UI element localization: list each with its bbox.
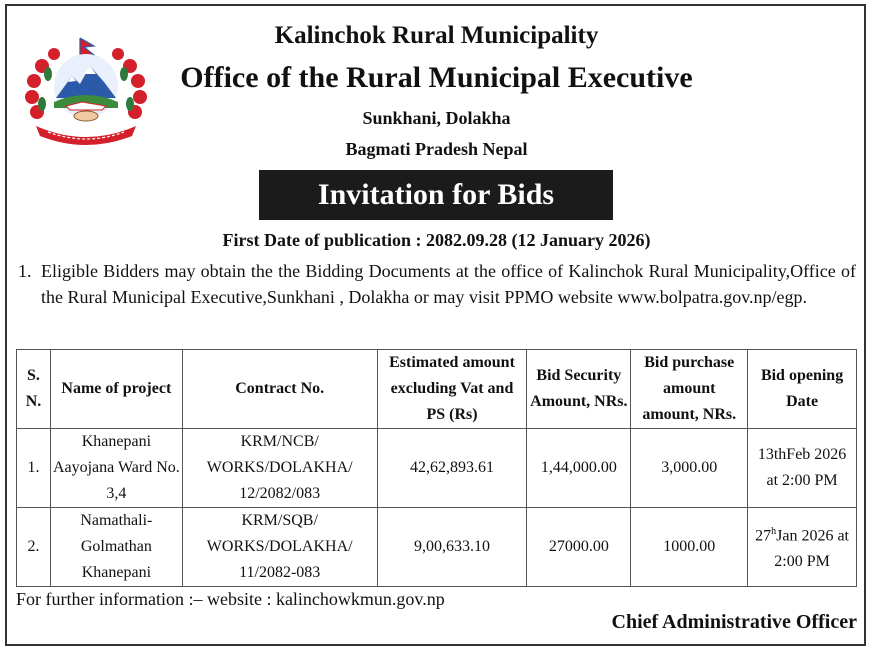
office-name: Office of the Rural Municipal Executive <box>180 61 693 94</box>
location: Sunkhani, Dolakha <box>362 108 511 128</box>
cell-sn: 1. <box>17 429 51 508</box>
paragraph-number: 1. <box>18 261 32 281</box>
cell-estimate: 42,62,893.61 <box>377 429 527 508</box>
cell-sn: 2. <box>17 508 51 587</box>
cell-opening <box>748 508 857 587</box>
cell-opening: 13thFeb 2026 at 2:00 PM <box>748 429 857 508</box>
cell-security: 27000.00 <box>527 508 631 587</box>
title-banner: Invitation for Bids <box>259 170 613 220</box>
opening-day: 27 <box>755 527 772 545</box>
col-header-purchase: Bid purchase amount amount, NRs. <box>631 350 748 429</box>
cell-project: Khanepani Aayojana Ward No. 3,4 <box>50 429 182 508</box>
table-row <box>17 429 857 508</box>
cell-purchase: 3,000.00 <box>631 429 748 508</box>
municipality-name: Kalinchok Rural Municipality <box>274 22 599 49</box>
cell-project: Namathali- Golmathan Khanepani <box>50 508 182 587</box>
cell-contract: KRM/SQB/ WORKS/DOLAKHA/ 11/2082-083 <box>182 508 377 587</box>
further-info: For further information :– website : kalinchowkmun.gov.np <box>16 589 445 609</box>
col-header-opening: Bid opening Date <box>748 350 857 429</box>
col-header-contract: Contract No. <box>182 350 377 429</box>
province: Bagmati Pradesh Nepal <box>345 139 528 159</box>
cell-security: 1,44,000.00 <box>527 429 631 508</box>
col-header-project: Name of project <box>50 350 182 429</box>
opening-day-suffix: h <box>771 525 777 537</box>
table-row <box>17 508 857 587</box>
publication-label: First Date of publication : <box>222 230 422 250</box>
publication-date: 2082.09.28 (12 January 2026) <box>425 230 651 250</box>
signatory: Chief Administrative Officer <box>611 611 857 633</box>
cell-purchase: 1000.00 <box>631 508 748 587</box>
paragraph-text: Eligible Bidders may obtain the the Bidding Documents at the office of Kalinchok Rural Municipality,Office of the Rural Municipal Executive,Sunkhani , Dolakha or may visit PPMO website www.bolpatra.gov.np/egp. <box>41 261 856 307</box>
col-header-sn: S. N. <box>17 350 51 429</box>
instruction-paragraph <box>18 259 856 310</box>
col-header-security: Bid Security Amount, NRs. <box>527 350 631 429</box>
opening-rest: Jan 2026 at 2:00 PM <box>774 527 849 571</box>
cell-contract: KRM/NCB/ WORKS/DOLAKHA/ 12/2082/083 <box>182 429 377 508</box>
table-header-row <box>17 350 857 429</box>
cell-estimate: 9,00,633.10 <box>377 508 527 587</box>
col-header-estimate: Estimated amount excluding Vat and PS (Rs) <box>377 350 527 429</box>
bid-table <box>16 349 857 587</box>
publication-date-line <box>0 230 873 251</box>
